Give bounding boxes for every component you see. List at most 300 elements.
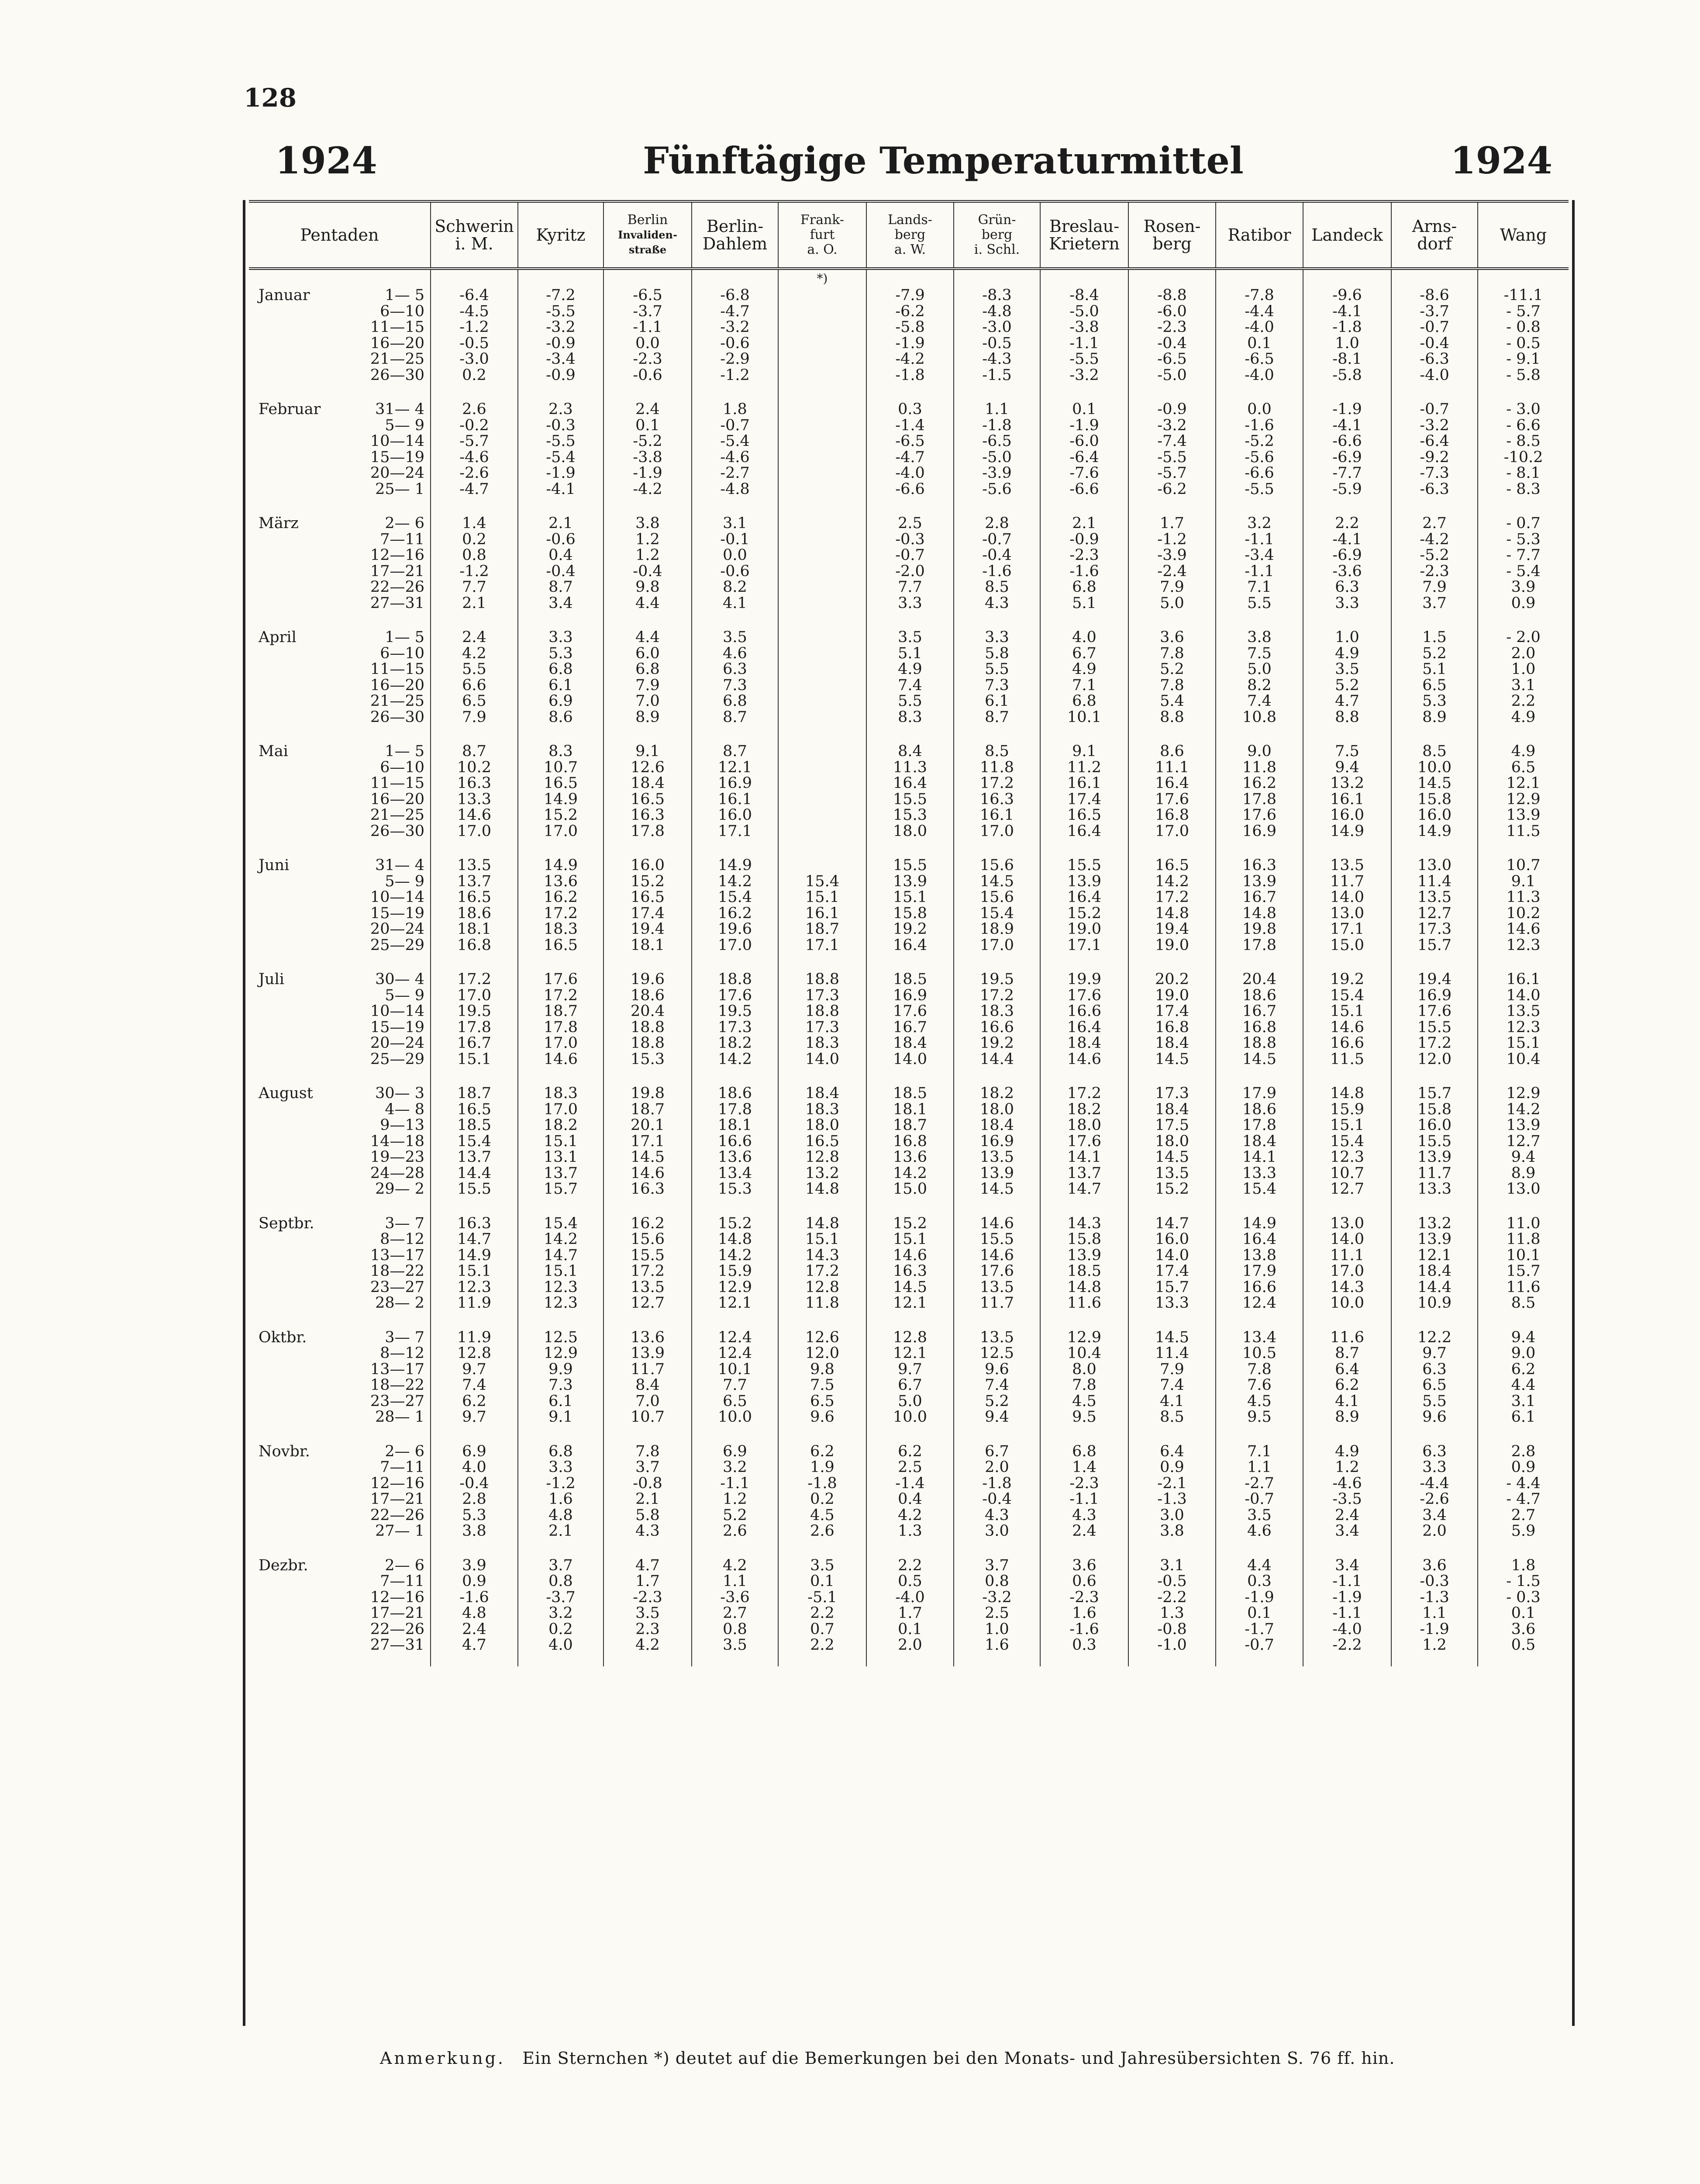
value-cell: -6.6 <box>1216 465 1303 481</box>
pentade-range: 7—11 <box>380 1458 424 1476</box>
spacer-cell <box>1303 497 1391 515</box>
pentade-range: 15—19 <box>370 448 424 466</box>
value-cell: 16.3 <box>431 775 518 791</box>
value-cell: 6.8 <box>1040 579 1128 595</box>
value-cell: 17.6 <box>866 1003 954 1019</box>
value-cell: 4.6 <box>1216 1523 1303 1539</box>
pentade-range: 6—10 <box>380 758 424 776</box>
value-cell: 9.7 <box>1391 1345 1478 1362</box>
value-cell: 16.3 <box>1216 857 1303 874</box>
value-cell: 0.3 <box>866 401 954 418</box>
value-cell: 17.6 <box>1040 988 1128 1004</box>
value-cell: -3.6 <box>1303 563 1391 580</box>
value-cell: 10.2 <box>1506 904 1541 922</box>
table-row <box>249 629 1569 646</box>
pentade-range: 22—26 <box>370 578 424 596</box>
value-cell: -5.0 <box>954 449 1040 466</box>
value-cell: 4.3 <box>954 595 1040 612</box>
value-cell: 18.1 <box>866 1102 954 1118</box>
value-cell: 18.2 <box>692 1035 778 1051</box>
value-cell: 16.9 <box>866 988 954 1004</box>
value-cell: 18.8 <box>603 1035 692 1051</box>
table-row <box>249 1362 1569 1378</box>
value-cell: 4.8 <box>518 1507 603 1524</box>
value-cell: 16.1 <box>1040 775 1128 791</box>
table-row <box>249 775 1569 791</box>
spacer-cell <box>1216 839 1303 857</box>
value-cell: 3.8 <box>603 515 692 532</box>
value-cell: 19.0 <box>1128 988 1216 1004</box>
value-cell: -5.5 <box>1040 351 1128 367</box>
pentade-cell <box>249 367 431 384</box>
pentade-cell <box>249 646 431 662</box>
spacer-cell <box>778 1197 866 1216</box>
value-cell: 17.8 <box>1216 791 1303 808</box>
pentade-cell <box>249 1330 431 1346</box>
value-cell: 18.9 <box>954 921 1040 937</box>
value-cell: 3.4 <box>518 595 603 612</box>
value-cell: 11.8 <box>1216 760 1303 776</box>
value-cell: 17.3 <box>1391 921 1478 937</box>
spacer-cell <box>1303 839 1391 857</box>
value-cell: 12.9 <box>1040 1330 1128 1346</box>
spacer-cell <box>1216 1653 1303 1666</box>
value-cell: 7.5 <box>1216 646 1303 662</box>
pentade-range: 26—30 <box>370 366 424 384</box>
spacer-cell <box>249 1197 431 1216</box>
value-cell: 18.7 <box>778 921 866 937</box>
spacer-cell <box>431 953 518 971</box>
value-cell: 0.1 <box>603 418 692 434</box>
spacer-cell <box>954 953 1040 971</box>
spacer-cell <box>692 1067 778 1085</box>
value-cell: 18.3 <box>778 1102 866 1118</box>
value-cell: 4.2 <box>692 1558 778 1574</box>
value-cell: 15.8 <box>1391 791 1478 808</box>
value-cell: 3.3 <box>866 595 954 612</box>
value-cell: 9.1 <box>1511 872 1536 890</box>
value-cell: 17.2 <box>1128 889 1216 905</box>
spacer-cell <box>1303 1425 1391 1444</box>
value-cell: 1.2 <box>692 1491 778 1507</box>
value-cell: 13.9 <box>954 1165 1040 1182</box>
value-cell: 5.5 <box>431 661 518 677</box>
value-cell: 20.2 <box>1128 971 1216 988</box>
value-cell: 6.2 <box>866 1444 954 1460</box>
value-cell: 1.0 <box>1511 660 1536 678</box>
pentade-cell <box>249 743 431 760</box>
value-cell: 0.2 <box>778 1491 866 1507</box>
table-row <box>249 889 1569 905</box>
spacer-cell <box>866 269 954 287</box>
value-cell: -5.2 <box>1391 547 1478 563</box>
value-cell: 2.6 <box>431 401 518 418</box>
value-cell: 1.1 <box>692 1573 778 1590</box>
spacer-cell <box>518 383 603 401</box>
value-cell: -5.7 <box>431 433 518 449</box>
value-cell: 6.8 <box>518 661 603 677</box>
value-cell: 8.5 <box>954 579 1040 595</box>
value-cell: 17.0 <box>1303 1263 1391 1279</box>
value-cell: 18.3 <box>954 1003 1040 1019</box>
table-row <box>249 595 1569 612</box>
value-cell: 3.3 <box>1303 595 1391 612</box>
spacer-cell <box>249 1653 431 1666</box>
value-cell: 7.3 <box>954 677 1040 694</box>
value-cell: 17.4 <box>1128 1003 1216 1019</box>
value-cell: 18.0 <box>866 823 954 840</box>
spacer-cell <box>249 953 431 971</box>
value-cell: 18.5 <box>866 1085 954 1102</box>
value-cell: 12.5 <box>518 1330 603 1346</box>
value-cell: 16.3 <box>431 1216 518 1232</box>
value-cell: -2.7 <box>692 465 778 481</box>
value-cell: 3.0 <box>1128 1507 1216 1524</box>
value-cell: 16.0 <box>692 807 778 823</box>
value-cell: 18.4 <box>866 1035 954 1051</box>
value-cell: - 2.0 <box>1506 629 1541 646</box>
value-cell: -0.4 <box>1128 335 1216 352</box>
value-cell: 15.5 <box>431 1181 518 1197</box>
spacer-cell <box>866 1653 954 1666</box>
star-row <box>249 269 1569 287</box>
value-cell: -1.2 <box>692 367 778 384</box>
table-body <box>249 269 1569 1666</box>
value-cell: -1.3 <box>1128 1491 1216 1507</box>
value-cell: 10.0 <box>692 1409 778 1425</box>
value-cell: 7.8 <box>1128 646 1216 662</box>
spacer-cell <box>778 953 866 971</box>
value-cell: 6.7 <box>866 1377 954 1393</box>
table-row <box>249 319 1569 335</box>
value-cell: 17.1 <box>778 937 866 954</box>
value-cell: -1.1 <box>1040 1491 1128 1507</box>
value-cell: 13.7 <box>431 874 518 890</box>
table-row <box>249 1459 1569 1476</box>
value-cell: -7.8 <box>1216 287 1303 304</box>
pentade-cell <box>249 1149 431 1165</box>
spacer-cell <box>778 725 866 743</box>
pentade-cell <box>249 1051 431 1068</box>
value-cell: 17.8 <box>518 1019 603 1036</box>
table-row <box>249 1181 1569 1197</box>
value-cell: 8.7 <box>431 743 518 760</box>
value-cell: 16.9 <box>692 775 778 791</box>
table-row <box>249 1393 1569 1410</box>
value-cell: 12.3 <box>518 1279 603 1296</box>
value-cell: 14.9 <box>1303 823 1391 840</box>
value-cell: -4.4 <box>1216 304 1303 320</box>
value-cell: 4.4 <box>603 595 692 612</box>
table-row <box>249 1491 1569 1507</box>
value-cell: 16.9 <box>954 1133 1040 1150</box>
value-cell: -2.3 <box>1040 547 1128 563</box>
pentade-cell <box>249 1263 431 1279</box>
table-row <box>249 1558 1569 1574</box>
value-cell: -1.4 <box>866 1476 954 1492</box>
value-cell: -1.6 <box>431 1590 518 1606</box>
value-cell: 15.7 <box>518 1181 603 1197</box>
value-cell: 12.7 <box>1303 1181 1391 1197</box>
value-cell: 2.4 <box>1303 1507 1391 1524</box>
value-cell: 6.3 <box>1391 1362 1478 1378</box>
pentade-range: 15—19 <box>370 1018 424 1036</box>
value-cell: - 8.5 <box>1506 432 1541 450</box>
value-cell: -0.7 <box>954 532 1040 548</box>
pentade-cell <box>249 335 431 352</box>
value-cell: 6.1 <box>1511 1408 1536 1426</box>
value-cell: 10.5 <box>1216 1345 1303 1362</box>
spacer-cell <box>249 497 431 515</box>
value-cell <box>778 287 866 304</box>
value-cell: -3.2 <box>692 319 778 335</box>
value-cell: 17.6 <box>1040 1133 1128 1150</box>
value-cell: -5.9 <box>1303 481 1391 498</box>
value-cell: 14.8 <box>778 1216 866 1232</box>
value-cell: 15.7 <box>1506 1262 1541 1280</box>
pentade-cell <box>249 1409 431 1425</box>
value-cell: 18.3 <box>518 921 603 937</box>
value-cell: -0.1 <box>692 532 778 548</box>
value-cell: 13.6 <box>603 1330 692 1346</box>
value-cell: 14.4 <box>431 1165 518 1182</box>
value-cell: 11.8 <box>954 760 1040 776</box>
month-gap <box>249 1197 1569 1216</box>
value-cell: 6.8 <box>518 1444 603 1460</box>
value-cell <box>778 563 866 580</box>
value-cell: 18.4 <box>603 775 692 791</box>
value-cell: 18.8 <box>603 1019 692 1036</box>
value-cell: 18.6 <box>692 1085 778 1102</box>
value-cell: 13.9 <box>603 1345 692 1362</box>
pentade-cell <box>249 693 431 709</box>
value-cell: 18.2 <box>1040 1102 1128 1118</box>
spacer-cell <box>431 725 518 743</box>
pentade-range: 21—25 <box>370 806 424 824</box>
spacer-cell <box>603 1539 692 1558</box>
value-cell: -3.4 <box>518 351 603 367</box>
value-cell: 15.7 <box>1128 1279 1216 1296</box>
col-header-berlin-dahlem: Berlin- Dahlem <box>692 201 778 269</box>
month-label: Juli <box>259 971 284 988</box>
value-cell: 1.0 <box>1303 335 1391 352</box>
value-cell: 16.4 <box>1216 1231 1303 1248</box>
table-end <box>249 1653 1569 1666</box>
value-cell: 13.0 <box>1303 905 1391 922</box>
value-cell: 14.2 <box>866 1165 954 1182</box>
value-cell: -3.0 <box>431 351 518 367</box>
pentade-cell <box>249 791 431 808</box>
value-cell: -1.9 <box>1303 401 1391 418</box>
value-cell: 0.1 <box>1511 1604 1536 1622</box>
table-row <box>249 971 1569 988</box>
spacer-cell <box>1216 1311 1303 1330</box>
value-cell: 16.6 <box>692 1133 778 1150</box>
value-cell: 1.3 <box>866 1523 954 1539</box>
page-title: Fünftägige Temperaturmittel <box>643 139 1244 182</box>
table-row <box>249 693 1569 709</box>
spacer-cell <box>1391 1067 1478 1085</box>
pentade-range: 13—17 <box>370 1360 424 1378</box>
value-cell: 12.3 <box>1506 936 1541 954</box>
value-cell: 14.7 <box>1040 1181 1128 1197</box>
pentade-range: 27— 1 <box>375 1522 424 1540</box>
value-cell: 1.6 <box>954 1637 1040 1653</box>
pentade-cell <box>249 1558 431 1574</box>
value-cell: 12.1 <box>1506 774 1541 792</box>
value-cell: 17.9 <box>1216 1085 1303 1102</box>
value-cell: 13.3 <box>431 791 518 808</box>
value-cell: 13.2 <box>1391 1216 1478 1232</box>
value-cell: 11.1 <box>1128 760 1216 776</box>
value-cell: -0.7 <box>692 418 778 434</box>
value-cell: 14.5 <box>954 874 1040 890</box>
value-cell: -1.9 <box>1303 1590 1391 1606</box>
value-cell: 13.9 <box>1216 874 1303 890</box>
value-cell: -4.1 <box>1303 304 1391 320</box>
value-cell: -7.4 <box>1128 433 1216 449</box>
value-cell: 4.0 <box>518 1637 603 1653</box>
value-cell: 3.3 <box>518 1459 603 1476</box>
value-cell: 7.5 <box>778 1377 866 1393</box>
value-cell: 17.2 <box>518 988 603 1004</box>
value-cell: 7.9 <box>1128 579 1216 595</box>
value-cell: 7.9 <box>431 709 518 726</box>
value-cell <box>778 693 866 709</box>
spacer-cell <box>1128 1067 1216 1085</box>
pentade-cell <box>249 760 431 776</box>
value-cell: 2.2 <box>1511 692 1536 710</box>
value-cell: 15.5 <box>1391 1019 1478 1036</box>
pentade-range: 16—20 <box>370 676 424 694</box>
value-cell: 14.1 <box>1040 1149 1128 1165</box>
spacer-cell <box>866 383 954 401</box>
pentade-range: 31— 4 <box>375 401 424 418</box>
spacer-cell <box>1303 953 1391 971</box>
value-cell: -5.5 <box>518 304 603 320</box>
value-cell: 10.7 <box>1303 1165 1391 1182</box>
value-cell: -6.5 <box>1216 351 1303 367</box>
value-cell: 18.7 <box>518 1003 603 1019</box>
value-cell: 8.9 <box>1511 1164 1536 1182</box>
value-cell: 10.8 <box>1216 709 1303 726</box>
value-cell: -8.3 <box>954 287 1040 304</box>
value-cell: -6.8 <box>692 287 778 304</box>
value-cell: -4.0 <box>1216 367 1303 384</box>
value-cell: - 1.5 <box>1506 1572 1541 1590</box>
spacer-cell <box>1040 383 1128 401</box>
spacer-cell <box>1478 611 1569 629</box>
value-cell: 9.6 <box>778 1409 866 1425</box>
value-cell: 4.8 <box>431 1605 518 1621</box>
table-row <box>249 515 1569 532</box>
value-cell: 12.9 <box>518 1345 603 1362</box>
spacer-cell <box>692 953 778 971</box>
spacer-cell <box>1128 725 1216 743</box>
value-cell: 13.0 <box>1506 1180 1541 1198</box>
pentade-range: 7—11 <box>380 1572 424 1590</box>
value-cell: -4.6 <box>692 449 778 466</box>
value-cell: -1.9 <box>1216 1590 1303 1606</box>
month-gap <box>249 383 1569 401</box>
value-cell: 18.4 <box>1128 1102 1216 1118</box>
value-cell: 15.1 <box>518 1263 603 1279</box>
table-row <box>249 709 1569 726</box>
value-cell: -1.9 <box>518 465 603 481</box>
value-cell: 16.0 <box>1391 1117 1478 1133</box>
value-cell: 15.5 <box>603 1248 692 1264</box>
value-cell: -10.2 <box>1503 448 1543 466</box>
value-cell: 14.5 <box>1216 1051 1303 1068</box>
value-cell: 4.3 <box>603 1523 692 1539</box>
value-cell: 6.3 <box>1303 579 1391 595</box>
spacer-cell <box>603 725 692 743</box>
value-cell: 18.5 <box>1040 1263 1128 1279</box>
value-cell: 3.3 <box>1391 1459 1478 1476</box>
value-cell: 16.3 <box>866 1263 954 1279</box>
pentade-cell <box>249 595 431 612</box>
value-cell: 7.4 <box>866 677 954 694</box>
value-cell: 11.2 <box>1040 760 1128 776</box>
value-cell: 2.0 <box>1511 644 1536 662</box>
spacer-cell <box>431 1311 518 1330</box>
spacer-cell <box>778 497 866 515</box>
table-row <box>249 1573 1569 1590</box>
temperature-table <box>249 200 1569 1666</box>
value-cell: 15.1 <box>1506 1034 1541 1052</box>
value-cell: 7.8 <box>1128 677 1216 694</box>
spacer-cell <box>1128 1311 1216 1330</box>
value-cell: 2.5 <box>866 515 954 532</box>
spacer-cell <box>1478 953 1569 971</box>
value-cell: -0.4 <box>431 1476 518 1492</box>
value-cell: 5.5 <box>1391 1393 1478 1410</box>
value-cell: 2.5 <box>866 1459 954 1476</box>
value-cell: 15.9 <box>1303 1102 1391 1118</box>
value-cell: 16.0 <box>1391 807 1478 823</box>
month-gap <box>249 1067 1569 1085</box>
value-cell: 2.0 <box>866 1637 954 1653</box>
value-cell: 4.5 <box>1040 1393 1128 1410</box>
pentade-range: 20—24 <box>370 1034 424 1052</box>
value-cell: 2.2 <box>778 1605 866 1621</box>
spacer-cell <box>1391 497 1478 515</box>
value-cell: 17.0 <box>431 988 518 1004</box>
value-cell: 17.9 <box>1216 1263 1303 1279</box>
value-cell: 1.2 <box>603 532 692 548</box>
footnote-text: Ein Sternchen *) deutet auf die Bemerkungen bei den Monats- und Jahresübersichten S. 76 ff. hin. <box>522 2049 1395 2068</box>
value-cell: 11.7 <box>603 1362 692 1378</box>
value-cell <box>778 433 866 449</box>
col-header-ratibor: Ratibor <box>1216 201 1303 269</box>
value-cell: 11.5 <box>1303 1051 1391 1068</box>
value-cell: 14.1 <box>1216 1149 1303 1165</box>
value-cell: - 5.8 <box>1506 366 1541 384</box>
value-cell: 18.0 <box>1040 1117 1128 1133</box>
value-cell: 16.4 <box>1128 775 1216 791</box>
spacer-cell <box>866 725 954 743</box>
value-cell: 9.4 <box>1511 1328 1536 1346</box>
value-cell: -0.8 <box>1128 1621 1216 1638</box>
pentade-range: 31— 4 <box>375 857 424 874</box>
value-cell: 5.2 <box>1303 677 1391 694</box>
value-cell: 12.9 <box>1506 790 1541 808</box>
value-cell: 15.4 <box>1303 1133 1391 1150</box>
spacer-cell <box>954 383 1040 401</box>
value-cell: 12.8 <box>431 1345 518 1362</box>
value-cell: 17.2 <box>431 971 518 988</box>
spacer-cell <box>1391 1425 1478 1444</box>
